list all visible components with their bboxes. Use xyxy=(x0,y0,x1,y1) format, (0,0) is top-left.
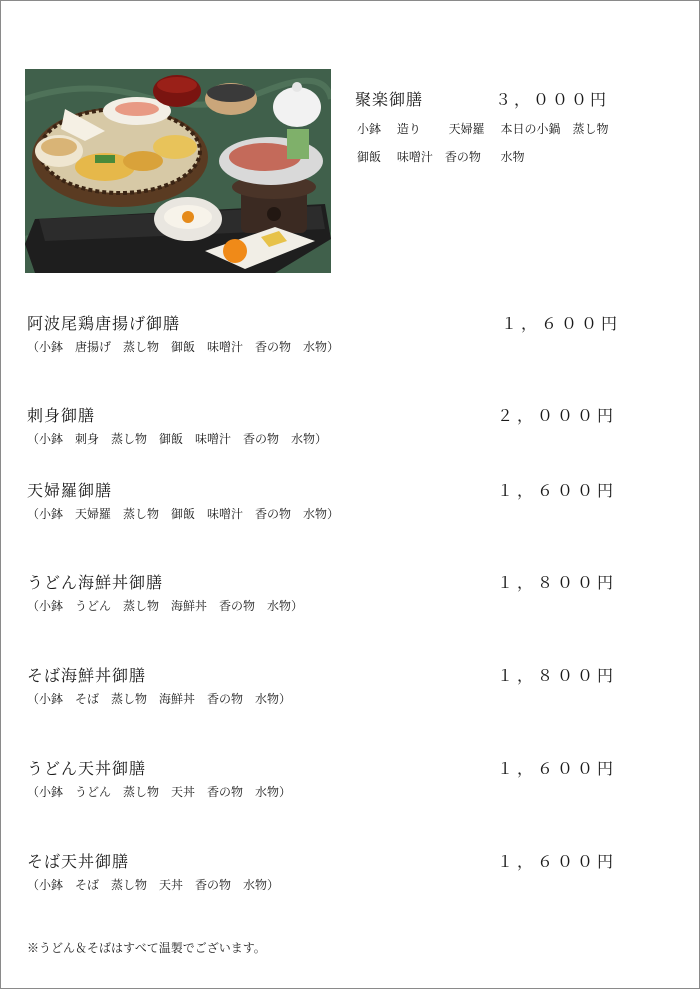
menu-item xyxy=(1,478,699,528)
menu-item-name: そば天丼御膳 xyxy=(27,852,130,871)
menu-item-price: １，６００円 xyxy=(497,481,618,500)
menu-item-contents: （小鉢 うどん 蒸し物 天丼 香の物 水物） xyxy=(27,785,292,799)
menu-item xyxy=(1,403,699,453)
menu-item-price: ２，０００円 xyxy=(497,406,618,425)
menu-item-price: １，８００円 xyxy=(497,573,618,592)
footnote: ※うどん＆そばはすべて温製でございます。 xyxy=(27,941,266,955)
menu-item xyxy=(1,849,699,899)
menu-item-contents: （小鉢 そば 蒸し物 海鮮丼 香の物 水物） xyxy=(27,692,292,706)
menu-item-price: １，６００円 xyxy=(501,314,622,333)
menu-item-price: １，６００円 xyxy=(497,759,618,778)
menu-item-name: うどん海鮮丼御膳 xyxy=(27,573,164,592)
menu-item xyxy=(1,570,699,620)
menu-item-name: 刺身御膳 xyxy=(27,406,96,425)
featured-set-contents-line1: 小鉢 造り 天婦羅 本日の小鍋 蒸し物 xyxy=(357,122,609,136)
menu-item-name: うどん天丼御膳 xyxy=(27,759,147,778)
menu-item-contents: （小鉢 うどん 蒸し物 海鮮丼 香の物 水物） xyxy=(27,599,304,613)
menu-item-name: 天婦羅御膳 xyxy=(27,481,113,500)
menu-item xyxy=(1,311,699,361)
menu-item xyxy=(1,663,699,713)
menu-item-contents: （小鉢 唐揚げ 蒸し物 御飯 味噌汁 香の物 水物） xyxy=(27,340,340,354)
menu-item-name: そば海鮮丼御膳 xyxy=(27,666,147,685)
menu-item xyxy=(1,756,699,806)
menu-item-price: １，８００円 xyxy=(497,666,618,685)
food-photo-icon xyxy=(25,69,331,273)
featured-set-price: ３，０００円 xyxy=(495,90,610,109)
menu-item-contents: （小鉢 天婦羅 蒸し物 御飯 味噌汁 香の物 水物） xyxy=(27,507,340,521)
menu-item-contents: （小鉢 刺身 蒸し物 御飯 味噌汁 香の物 水物） xyxy=(27,432,328,446)
featured-set-contents-line2: 御飯 味噌汁 香の物 水物 xyxy=(357,150,525,164)
menu-item-contents: （小鉢 そば 蒸し物 天丼 香の物 水物） xyxy=(27,878,280,892)
menu-item-price: １，６００円 xyxy=(497,852,618,871)
menu-item-name: 阿波尾鶏唐揚げ御膳 xyxy=(27,314,181,333)
featured-set-name: 聚楽御膳 xyxy=(355,90,424,109)
